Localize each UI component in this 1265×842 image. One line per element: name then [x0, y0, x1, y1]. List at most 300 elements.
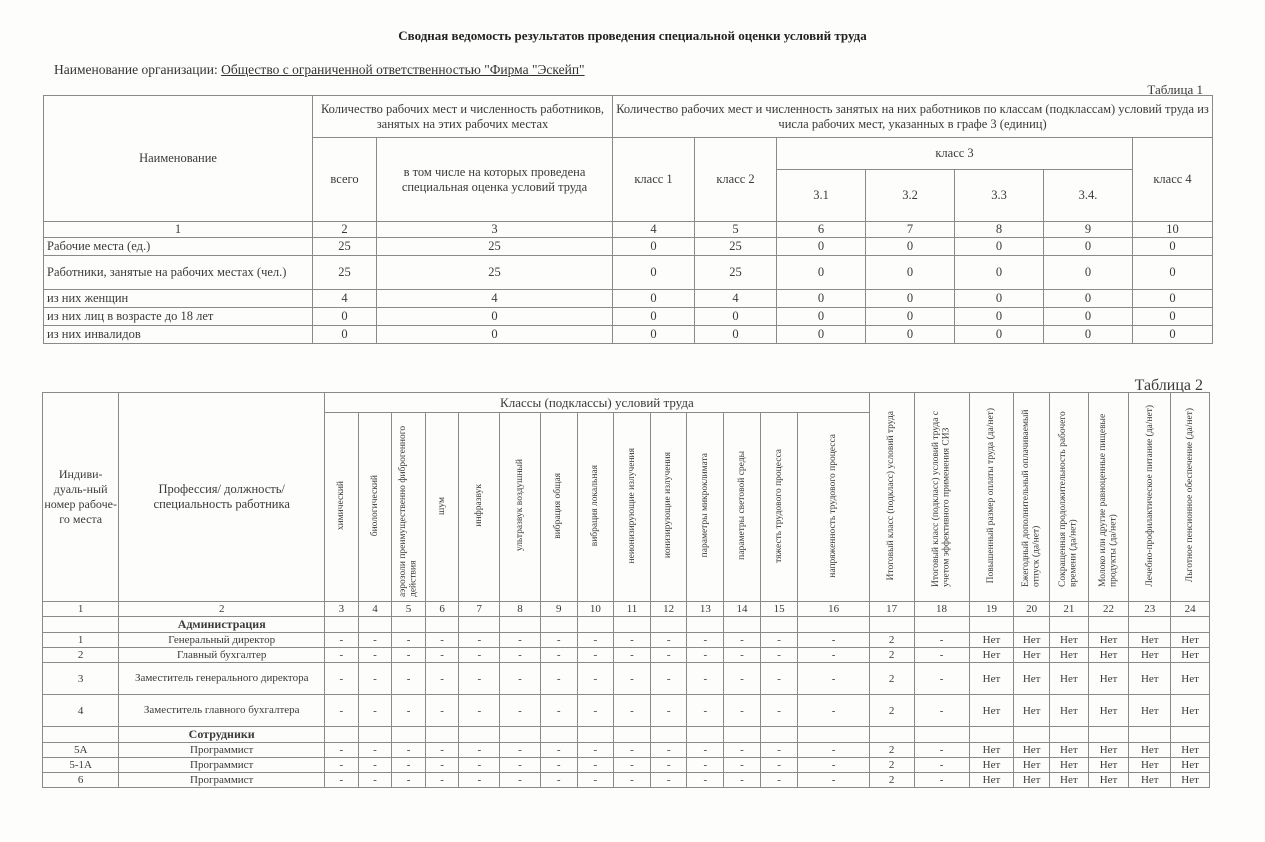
guarantee-value: Нет: [1171, 648, 1210, 663]
profession: Программист: [119, 758, 325, 773]
factor-class: -: [614, 663, 651, 695]
factor-class: -: [500, 743, 541, 758]
header-extra-column: Лечебно-профилактическое питание (да/нет): [1129, 393, 1171, 602]
factor-class: -: [500, 663, 541, 695]
cell-value: 0: [377, 326, 613, 344]
cell-value: 0: [866, 238, 955, 256]
final-class: 2: [869, 663, 914, 695]
row-label: из них лиц в возрасте до 18 лет: [44, 308, 313, 326]
guarantee-value: Нет: [969, 695, 1014, 727]
table-row: [44, 256, 1213, 290]
factor-class: -: [614, 758, 651, 773]
header-factor: напряженность трудового процесса: [798, 413, 869, 602]
cell-value: 0: [613, 290, 695, 308]
cell-value: 0: [613, 326, 695, 344]
factor-class: -: [425, 648, 459, 663]
factor-class: -: [724, 743, 761, 758]
cell-value: 0: [866, 308, 955, 326]
guarantee-value: Нет: [1129, 633, 1171, 648]
factor-class: -: [760, 743, 798, 758]
factor-class: -: [459, 773, 500, 788]
cell-value: 0: [1044, 290, 1133, 308]
column-number: 3: [377, 222, 613, 238]
factor-class: -: [798, 695, 869, 727]
guarantee-value: Нет: [1088, 695, 1129, 727]
column-number: 1: [44, 222, 313, 238]
final-class-siz: -: [914, 758, 969, 773]
workplaces-table: [42, 392, 1210, 788]
factor-class: -: [760, 648, 798, 663]
table-row: [43, 743, 1210, 758]
cell-value: 0: [695, 326, 777, 344]
factor-class: -: [650, 743, 687, 758]
factor-class: -: [500, 695, 541, 727]
factor-class: -: [650, 648, 687, 663]
guarantee-value: Нет: [1049, 773, 1088, 788]
guarantee-value: Нет: [1014, 633, 1050, 648]
column-number: 6: [777, 222, 866, 238]
factor-class: -: [687, 695, 724, 727]
column-number: 2: [313, 222, 377, 238]
header-extra-column: Итоговый класс (подкласс) условий труда: [869, 393, 914, 602]
guarantee-value: Нет: [969, 773, 1014, 788]
factor-class: -: [798, 633, 869, 648]
section-row: [43, 727, 1210, 743]
column-number: 7: [866, 222, 955, 238]
workplaces-table-body: [43, 393, 1210, 788]
factor-class: -: [724, 758, 761, 773]
factor-class: -: [358, 743, 392, 758]
factor-class: -: [392, 633, 426, 648]
column-number: 6: [425, 602, 459, 617]
summary-table: [43, 95, 1213, 344]
factor-class: -: [425, 743, 459, 758]
header-factor: неионизирующие излучения: [614, 413, 651, 602]
cell-value: 0: [1133, 238, 1213, 256]
factor-class: -: [358, 633, 392, 648]
column-number: 20: [1014, 602, 1050, 617]
factor-class: -: [425, 773, 459, 788]
factor-class: -: [325, 695, 359, 727]
guarantee-value: Нет: [969, 743, 1014, 758]
guarantee-value: Нет: [1129, 695, 1171, 727]
cell-value: 0: [613, 308, 695, 326]
guarantee-value: Нет: [1129, 648, 1171, 663]
cell-value: 25: [313, 256, 377, 290]
header-subclass: 3.2: [866, 170, 955, 222]
guarantee-value: Нет: [1049, 633, 1088, 648]
factor-class: -: [540, 773, 577, 788]
final-class-siz: -: [914, 633, 969, 648]
cell-value: 0: [866, 326, 955, 344]
factor-class: -: [724, 663, 761, 695]
guarantee-value: Нет: [1088, 633, 1129, 648]
factor-class: -: [614, 695, 651, 727]
header-extra-column: Повышенный размер оплаты труда (да/нет): [969, 393, 1014, 602]
factor-class: -: [650, 695, 687, 727]
cell-value: 0: [955, 238, 1044, 256]
guarantee-value: Нет: [1171, 743, 1210, 758]
factor-class: -: [425, 663, 459, 695]
table2-caption: Таблица 2: [1134, 377, 1203, 394]
cell-value: 0: [955, 256, 1044, 290]
factor-class: -: [798, 648, 869, 663]
factor-class: -: [540, 695, 577, 727]
column-number: 15: [760, 602, 798, 617]
workplace-id: 4: [43, 695, 119, 727]
cell-value: 25: [377, 256, 613, 290]
factor-class: -: [687, 758, 724, 773]
guarantee-value: Нет: [1049, 648, 1088, 663]
summary-table-body: [44, 96, 1213, 344]
column-number: 3: [325, 602, 359, 617]
factor-class: -: [687, 633, 724, 648]
header-classes: Количество рабочих мест и численность занятых на них работников по классам (подклассам) условий труда из числа рабочих мест, указанных в графе 3 (единиц): [613, 96, 1213, 138]
cell-value: 0: [777, 326, 866, 344]
column-number: 8: [500, 602, 541, 617]
cell-value: 0: [777, 256, 866, 290]
section-title: Сотрудники: [119, 727, 325, 743]
guarantee-value: Нет: [1171, 695, 1210, 727]
cell-value: 25: [313, 238, 377, 256]
cell-value: 0: [955, 326, 1044, 344]
table-row: [43, 633, 1210, 648]
column-number: 5: [392, 602, 426, 617]
factor-class: -: [540, 758, 577, 773]
guarantee-value: Нет: [1088, 773, 1129, 788]
factor-class: -: [392, 773, 426, 788]
factor-class: -: [687, 648, 724, 663]
cell-value: 0: [695, 308, 777, 326]
factor-class: -: [798, 663, 869, 695]
column-number: 5: [695, 222, 777, 238]
factor-class: -: [577, 773, 614, 788]
header-factor: ионизирующие излучения: [650, 413, 687, 602]
guarantee-value: Нет: [969, 663, 1014, 695]
factor-class: -: [760, 773, 798, 788]
cell-value: 0: [1044, 238, 1133, 256]
header-assessed: в том числе на которых проведена специальная оценка условий труда: [377, 138, 613, 222]
table-row: [44, 238, 1213, 256]
factor-class: -: [358, 758, 392, 773]
cell-value: 0: [1044, 326, 1133, 344]
organization-line: [54, 62, 585, 78]
factor-class: -: [459, 663, 500, 695]
factor-class: -: [724, 648, 761, 663]
workplace-id: 1: [43, 633, 119, 648]
factor-class: -: [614, 773, 651, 788]
column-number: 7: [459, 602, 500, 617]
guarantee-value: Нет: [1014, 758, 1050, 773]
factor-class: -: [392, 663, 426, 695]
factor-class: -: [724, 773, 761, 788]
guarantee-value: Нет: [1129, 663, 1171, 695]
factor-class: -: [577, 633, 614, 648]
header-class2: класс 2: [695, 138, 777, 222]
final-class-siz: -: [914, 648, 969, 663]
factor-class: -: [687, 773, 724, 788]
factor-class: -: [500, 648, 541, 663]
guarantee-value: Нет: [1088, 758, 1129, 773]
workplace-id: 3: [43, 663, 119, 695]
header-factor: вибрация локальная: [577, 413, 614, 602]
factor-class: -: [325, 633, 359, 648]
cell-value: 0: [1133, 326, 1213, 344]
guarantee-value: Нет: [1171, 758, 1210, 773]
column-number: 16: [798, 602, 869, 617]
cell-value: 0: [777, 290, 866, 308]
column-number: 23: [1129, 602, 1171, 617]
cell-value: 0: [313, 308, 377, 326]
header-class4: класс 4: [1133, 138, 1213, 222]
factor-class: -: [358, 773, 392, 788]
guarantee-value: Нет: [1171, 773, 1210, 788]
factor-class: -: [325, 773, 359, 788]
factor-class: -: [650, 663, 687, 695]
header-workplace-id: Индиви-дуаль-ный номер рабоче-го места: [43, 393, 119, 602]
factor-class: -: [760, 663, 798, 695]
table1-caption: Таблица 1: [1147, 82, 1203, 97]
guarantee-value: Нет: [1014, 663, 1050, 695]
factor-class: -: [614, 648, 651, 663]
row-label: из них инвалидов: [44, 326, 313, 344]
table-row: [43, 648, 1210, 663]
workplace-id: 5А: [43, 743, 119, 758]
cell-value: 0: [613, 256, 695, 290]
factor-class: -: [540, 648, 577, 663]
workplace-id: 6: [43, 773, 119, 788]
profession: Заместитель генерального директора: [119, 663, 325, 695]
workplace-id: 5-1А: [43, 758, 119, 773]
guarantee-value: Нет: [1049, 695, 1088, 727]
guarantee-value: Нет: [1088, 743, 1129, 758]
factor-class: -: [577, 663, 614, 695]
header-factor: тяжесть трудового процесса: [760, 413, 798, 602]
factor-class: -: [325, 663, 359, 695]
organization-name: Общество с ограниченной ответственностью "Фирма "Эскейп": [221, 62, 585, 77]
factor-class: -: [459, 648, 500, 663]
factor-class: -: [425, 695, 459, 727]
header-class3: класс 3: [777, 138, 1133, 170]
cell-value: 0: [777, 238, 866, 256]
table-row: [44, 326, 1213, 344]
factor-class: -: [500, 758, 541, 773]
factor-class: -: [459, 758, 500, 773]
header-factor: ультразвук воздушный: [500, 413, 541, 602]
factor-class: -: [687, 743, 724, 758]
column-number: 8: [955, 222, 1044, 238]
guarantee-value: Нет: [1171, 633, 1210, 648]
column-number: 13: [687, 602, 724, 617]
header-factor: параметры световой среды: [724, 413, 761, 602]
header-classes: Классы (подклассы) условий труда: [325, 393, 870, 413]
header-factor: параметры микроклимата: [687, 413, 724, 602]
cell-value: 0: [613, 238, 695, 256]
final-class: 2: [869, 633, 914, 648]
profession: Программист: [119, 743, 325, 758]
profession: Программист: [119, 773, 325, 788]
factor-class: -: [358, 663, 392, 695]
cell-value: 4: [377, 290, 613, 308]
factor-class: -: [540, 633, 577, 648]
factor-class: -: [358, 695, 392, 727]
factor-class: -: [540, 743, 577, 758]
column-number: 4: [358, 602, 392, 617]
column-number: 2: [119, 602, 325, 617]
factor-class: -: [724, 695, 761, 727]
header-factor: вибрация общая: [540, 413, 577, 602]
final-class-siz: -: [914, 695, 969, 727]
final-class: 2: [869, 648, 914, 663]
guarantee-value: Нет: [1014, 695, 1050, 727]
profession: Генеральный директор: [119, 633, 325, 648]
cell-value: 25: [695, 256, 777, 290]
profession: Главный бухгалтер: [119, 648, 325, 663]
column-number: 9: [540, 602, 577, 617]
cell-value: 0: [313, 326, 377, 344]
header-subclass: 3.1: [777, 170, 866, 222]
table-row: [43, 695, 1210, 727]
factor-class: -: [425, 633, 459, 648]
cell-value: 0: [1133, 290, 1213, 308]
factor-class: -: [650, 633, 687, 648]
header-factor: аэрозоли преимущественно фиброгенного действия: [392, 413, 426, 602]
factor-class: -: [459, 743, 500, 758]
factor-class: -: [614, 743, 651, 758]
column-number: 24: [1171, 602, 1210, 617]
factor-class: -: [760, 758, 798, 773]
factor-class: -: [798, 758, 869, 773]
factor-class: -: [459, 633, 500, 648]
factor-class: -: [798, 773, 869, 788]
factor-class: -: [500, 633, 541, 648]
factor-class: -: [425, 758, 459, 773]
factor-class: -: [724, 633, 761, 648]
factor-class: -: [325, 648, 359, 663]
column-number: 17: [869, 602, 914, 617]
factor-class: -: [392, 695, 426, 727]
factor-class: -: [540, 663, 577, 695]
cell-value: 0: [777, 308, 866, 326]
final-class: 2: [869, 773, 914, 788]
factor-class: -: [760, 633, 798, 648]
factor-class: -: [577, 743, 614, 758]
cell-value: 0: [866, 290, 955, 308]
row-label: из них женщин: [44, 290, 313, 308]
cell-value: 0: [377, 308, 613, 326]
guarantee-value: Нет: [1129, 773, 1171, 788]
factor-class: -: [358, 648, 392, 663]
guarantee-value: Нет: [969, 758, 1014, 773]
cell-value: 0: [866, 256, 955, 290]
row-label: Рабочие места (ед.): [44, 238, 313, 256]
table-row: [43, 758, 1210, 773]
document-title: Сводная ведомость результатов проведения специальной оценки условий труда: [398, 28, 867, 43]
guarantee-value: Нет: [1049, 743, 1088, 758]
cell-value: 0: [955, 290, 1044, 308]
header-count: Количество рабочих мест и численность работников, занятых на этих рабочих местах: [313, 96, 613, 138]
factor-class: -: [650, 773, 687, 788]
column-number: 21: [1049, 602, 1088, 617]
cell-value: 25: [695, 238, 777, 256]
factor-class: -: [500, 773, 541, 788]
final-class: 2: [869, 743, 914, 758]
cell-value: 0: [1133, 256, 1213, 290]
guarantee-value: Нет: [1014, 648, 1050, 663]
guarantee-value: Нет: [1049, 663, 1088, 695]
header-extra-column: Итоговый класс (подкласс) условий труда с учетом эффективного применения СИЗ: [914, 393, 969, 602]
guarantee-value: Нет: [1014, 773, 1050, 788]
factor-class: -: [392, 758, 426, 773]
header-profession: Профессия/ должность/ специальность работника: [119, 393, 325, 602]
table-row: [43, 773, 1210, 788]
header-extra-column: Ежегодный дополнительный оплачиваемый отпуск (да/нет): [1014, 393, 1050, 602]
factor-class: -: [459, 695, 500, 727]
header-factor: шум: [425, 413, 459, 602]
factor-class: -: [577, 648, 614, 663]
header-class1: класс 1: [613, 138, 695, 222]
header-extra-column: Молоко или другие равноценные пищевые продукты (да/нет): [1088, 393, 1129, 602]
column-number: 9: [1044, 222, 1133, 238]
guarantee-value: Нет: [1171, 663, 1210, 695]
cell-value: 0: [955, 308, 1044, 326]
factor-class: -: [614, 633, 651, 648]
final-class-siz: -: [914, 743, 969, 758]
header-subclass: 3.4.: [1044, 170, 1133, 222]
column-number: 10: [1133, 222, 1213, 238]
factor-class: -: [798, 743, 869, 758]
profession: Заместитель главного бухгалтера: [119, 695, 325, 727]
factor-class: -: [650, 758, 687, 773]
header-factor: инфразвук: [459, 413, 500, 602]
column-number: 1: [43, 602, 119, 617]
guarantee-value: Нет: [1129, 743, 1171, 758]
header-factor: биологический: [358, 413, 392, 602]
header-extra-column: Сокращенная продолжительность рабочего времени (да/нет): [1049, 393, 1088, 602]
factor-class: -: [325, 743, 359, 758]
factor-class: -: [687, 663, 724, 695]
guarantee-value: Нет: [1088, 648, 1129, 663]
cell-value: 0: [1133, 308, 1213, 326]
factor-class: -: [392, 743, 426, 758]
guarantee-value: Нет: [969, 633, 1014, 648]
column-number: 19: [969, 602, 1014, 617]
guarantee-value: Нет: [1088, 663, 1129, 695]
cell-value: 4: [313, 290, 377, 308]
guarantee-value: Нет: [1129, 758, 1171, 773]
guarantee-value: Нет: [1049, 758, 1088, 773]
header-name: Наименование: [44, 96, 313, 222]
table-row: [44, 290, 1213, 308]
header-total: всего: [313, 138, 377, 222]
factor-class: -: [760, 695, 798, 727]
final-class: 2: [869, 758, 914, 773]
column-number: 10: [577, 602, 614, 617]
cell-value: 25: [377, 238, 613, 256]
row-label: Работники, занятые на рабочих местах (чел.): [44, 256, 313, 290]
final-class: 2: [869, 695, 914, 727]
factor-class: -: [577, 695, 614, 727]
table-row: [43, 663, 1210, 695]
final-class-siz: -: [914, 773, 969, 788]
header-extra-column: Льготное пенсионное обеспечение (да/нет): [1171, 393, 1210, 602]
table-row: [44, 308, 1213, 326]
organization-label: Наименование организации:: [54, 62, 222, 77]
column-number: 12: [650, 602, 687, 617]
column-number: 18: [914, 602, 969, 617]
cell-value: 0: [1044, 308, 1133, 326]
guarantee-value: Нет: [969, 648, 1014, 663]
